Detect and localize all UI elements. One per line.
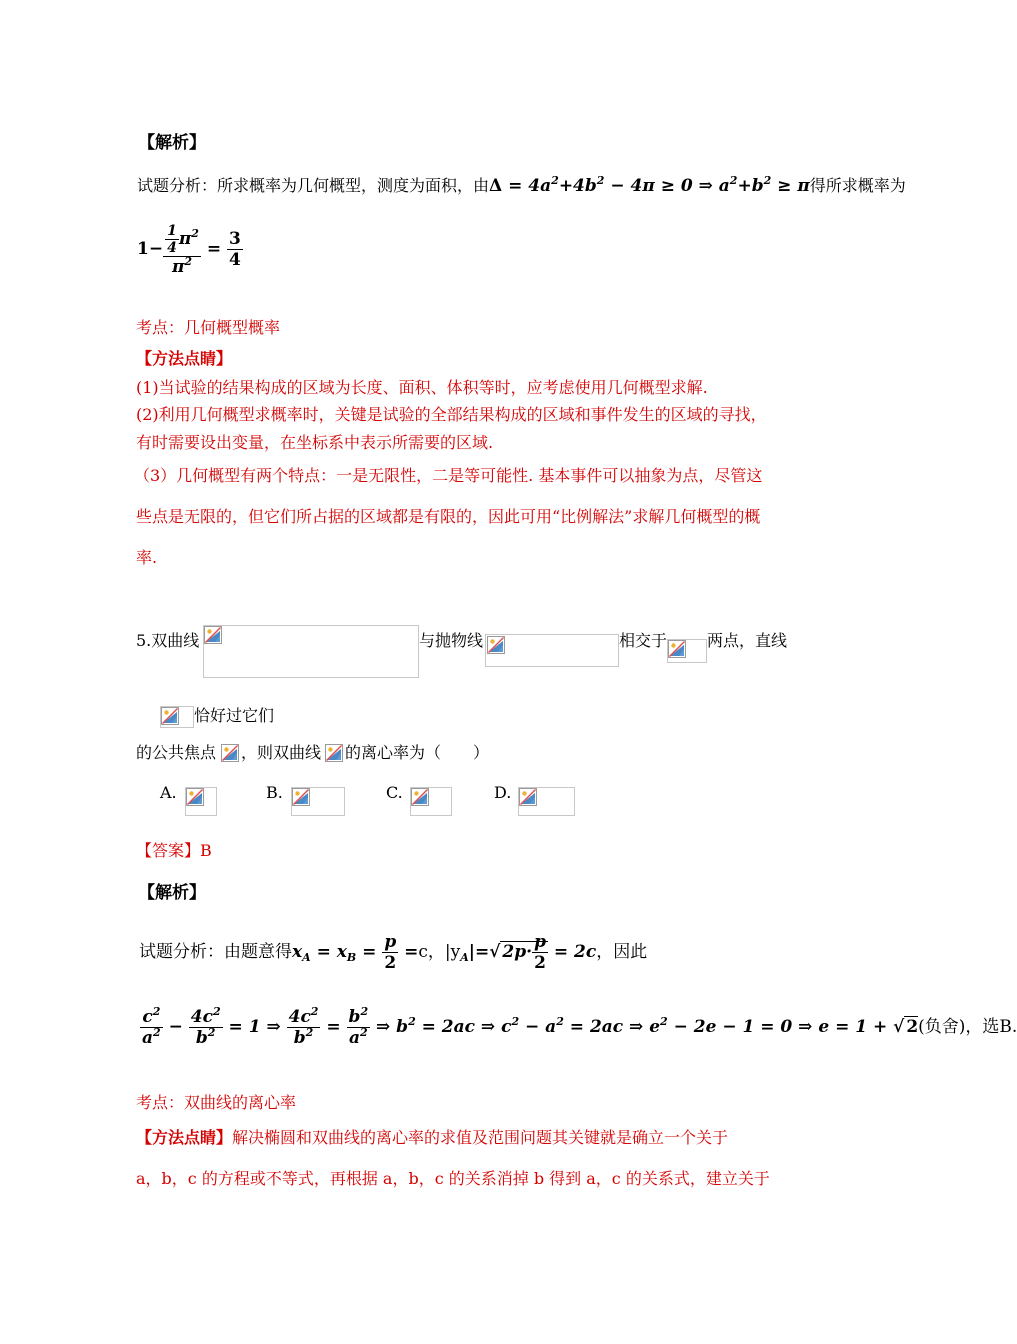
method-line-2 xyxy=(136,1128,728,1148)
broken-image-icon xyxy=(668,640,686,658)
tip-2a: (2)利用几何概型求概率时，关键是试验的全部结果构成的区域和事件发生的区域的寻找， xyxy=(136,405,767,424)
q5-stem-b: 与抛物线 xyxy=(419,631,484,650)
tip-2b: 有时需要设出变量，在坐标系中表示所需要的区域. xyxy=(136,433,494,452)
analysis2-mid: c，|y xyxy=(418,942,461,962)
answer: 【答案】B xyxy=(136,841,212,860)
sqrt-formula: $_A$|=√ 2p· $\frac{p}{2}$ = 2c xyxy=(460,932,597,973)
kaodian-2: 考点：双曲线的离心率 xyxy=(136,1093,297,1112)
parabola-equation-image xyxy=(485,634,619,667)
analysis-suffix: 得所求概率为 xyxy=(809,176,906,195)
q5-stem-h: 的离心率为（ ） xyxy=(345,743,490,762)
tip-3c: 率. xyxy=(136,548,158,567)
q5-stem-e: 恰好过它们 xyxy=(194,706,275,725)
analysis-line-1 xyxy=(137,176,906,196)
discriminant-formula: $\Delta = 4a^2+4b^2 - 4\pi \ge 0$ ⇒ $a^2+b^2 \ge \pi$ xyxy=(489,174,810,196)
derivation-formula: $\frac{c^2}{a^2}$ − $\frac{4c^2}{b^2}$ = 1 ⇒ $\frac{4c^2}{b^2}$ = $\frac{b^2}{a^2}$ ⇒ $b^2 = 2ac$ ⇒ $c^2 - a^2 = 2ac$ ⇒ $e^2 - 2e - 1 = 0$ ⇒ e = 1 + √ 2 xyxy=(142,1005,919,1048)
analysis2-suffix: ，因此 xyxy=(596,942,648,962)
eccentricity-derivation xyxy=(140,1001,1017,1053)
analysis-line-2 xyxy=(139,932,647,972)
analysis2-prefix: 试题分析：由题意得 xyxy=(139,942,292,962)
tip-3b: 些点是无限的，但它们所占据的区域都是有限的，因此可用“比例解法”求解几何概型的概 xyxy=(136,507,761,526)
fushe-note: (负舍) xyxy=(918,1017,966,1037)
option-b-label: B. xyxy=(266,783,283,802)
broken-image-icon xyxy=(411,788,429,806)
option-a-label: A. xyxy=(160,783,177,802)
q5-stem-d: 两点，直线 xyxy=(707,631,788,650)
option-c-label: C. xyxy=(386,783,403,802)
tip-2-b: a，b，c 的方程或不等式，再根据 a，b，c 的关系消掉 b 得到 a，c 的关系式，建立关于 xyxy=(136,1169,770,1188)
broken-image-icon xyxy=(186,788,204,806)
hyperbola-equation-image xyxy=(203,625,419,678)
tip-1: (1)当试验的结果构成的区域为长度、面积、体积等时，应考虑使用几何概型求解. xyxy=(136,378,708,397)
kaodian-1: 考点：几何概型概率 xyxy=(136,318,281,337)
broken-image-icon xyxy=(292,788,310,806)
method-heading-2: 【方法点睛】 xyxy=(136,1128,233,1147)
probability-result-formula: 1− $\frac{1}{4}$ $\pi^2$ $\pi^2$ = $\frac{3}{4}$ xyxy=(137,222,241,277)
tip-2-a: 解决椭圆和双曲线的离心率的求值及范围问题其关键就是确立一个关于 xyxy=(232,1128,729,1147)
q5-stem-c: 相交于 xyxy=(619,631,668,650)
broken-image-icon xyxy=(325,744,343,762)
q5-stem-g: ，则双曲线 xyxy=(241,743,322,762)
broken-image-icon xyxy=(487,636,505,654)
choose-b: ，选B. xyxy=(965,1017,1017,1037)
broken-image-icon xyxy=(204,626,222,644)
method-heading-1: 【方法点睛】 xyxy=(136,349,233,368)
q5-stem-f: 的公共焦点 xyxy=(136,743,217,762)
analysis-prefix: 试题分析：所求概率为几何概型，测度为面积，由 xyxy=(137,176,490,195)
option-d-label: D. xyxy=(494,783,512,802)
jiexi-heading: 【解析】 xyxy=(138,133,206,153)
focus-coordinate-formula: $x_A = x_B$ = $\frac{p}{2}$ = xyxy=(292,932,419,973)
jiexi-heading-2: 【解析】 xyxy=(138,883,206,903)
broken-image-icon xyxy=(519,788,537,806)
tip-3a: （3）几何概型有两个特点：一是无限性，二是等可能性. 基本事件可以抽象为点，尽管这 xyxy=(134,466,763,485)
q5-stem-a: 5.双曲线 xyxy=(136,631,200,650)
broken-image-icon xyxy=(221,744,239,762)
broken-image-icon xyxy=(161,707,179,725)
